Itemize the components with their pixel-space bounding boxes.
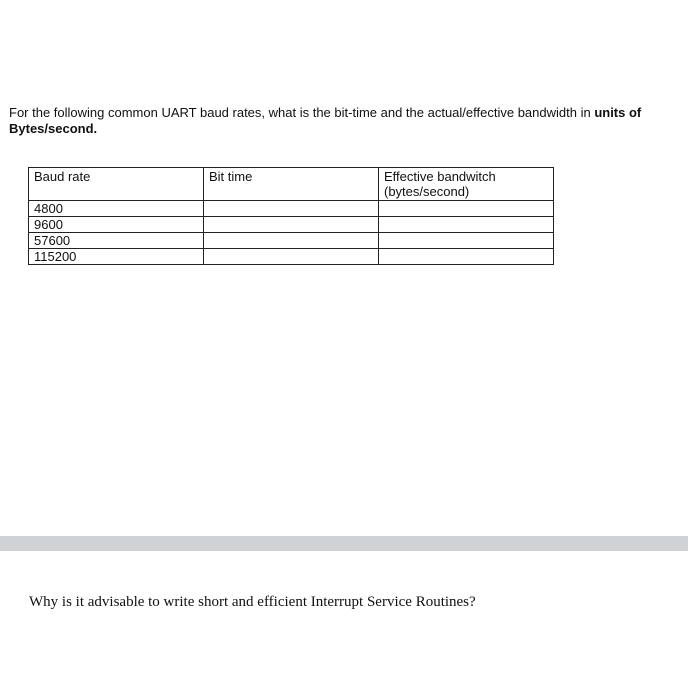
baud-rate-table [28, 167, 554, 265]
cell-bandwidth[interactable] [379, 233, 554, 249]
header-baud-rate: Baud rate [29, 168, 204, 201]
header-effective-bandwidth [379, 168, 554, 201]
cell-bit-time[interactable] [204, 201, 379, 217]
section-divider [0, 536, 688, 551]
table-row [29, 233, 554, 249]
question-1-prefix: For the following common UART baud rates, what is the bit-time and the actual/effective bandwidth in [9, 105, 595, 120]
table-row [29, 249, 554, 265]
question-1-text [9, 105, 681, 137]
table-row [29, 217, 554, 233]
cell-bit-time[interactable] [204, 233, 379, 249]
table-header-row [29, 168, 554, 201]
cell-bandwidth[interactable] [379, 217, 554, 233]
cell-bandwidth[interactable] [379, 201, 554, 217]
cell-baud-rate: 57600 [29, 233, 204, 249]
cell-baud-rate: 115200 [29, 249, 204, 265]
cell-bit-time[interactable] [204, 249, 379, 265]
question-2-text: Why is it advisable to write short and efficient Interrupt Service Routines? [29, 594, 476, 610]
table-row [29, 201, 554, 217]
header-bit-time: Bit time [204, 168, 379, 201]
cell-bit-time[interactable] [204, 217, 379, 233]
header-bandwidth-line1: Effective bandwitch [384, 169, 496, 184]
header-bandwidth-line2: (bytes/second) [384, 184, 470, 199]
question-1-units: units of Bytes/second. [9, 105, 642, 136]
cell-baud-rate: 4800 [29, 201, 204, 217]
cell-baud-rate: 9600 [29, 217, 204, 233]
cell-bandwidth[interactable] [379, 249, 554, 265]
